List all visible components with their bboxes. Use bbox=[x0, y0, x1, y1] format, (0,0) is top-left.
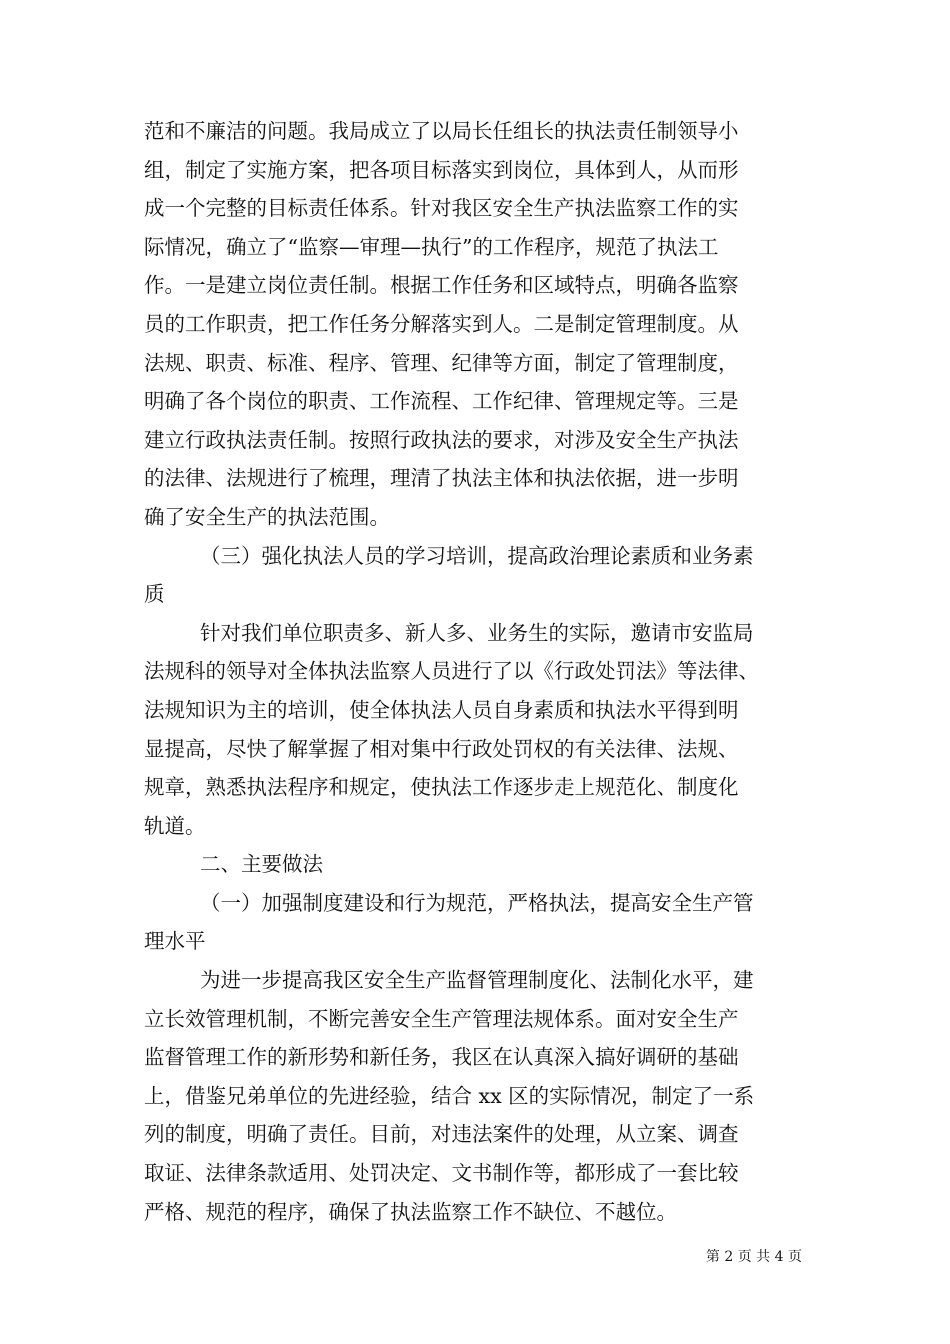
text-line: 范和不廉洁的问题。我局成立了以局长任组长的执法责任制领导小 bbox=[144, 119, 739, 143]
text-line: 质 bbox=[144, 582, 165, 607]
text-line: 确了安全生产的执法范围。 bbox=[144, 504, 390, 529]
text-line: 明确了各个岗位的职责、工作流程、工作纪律、管理规定等。三是 bbox=[144, 389, 739, 414]
text-line: 为进一步提高我区安全生产监督管理制度化、法制化水平，建 bbox=[200, 968, 754, 993]
text-line: 法规知识为主的培训，使全体执法人员自身素质和执法水平得到明 bbox=[144, 697, 739, 722]
text-line: 组，制定了实施方案，把各项目标落实到岗位，具体到人，从而形 bbox=[144, 157, 739, 182]
text-line: 轨道。 bbox=[144, 813, 206, 838]
text-line: 作。一是建立岗位责任制。根据工作任务和区域特点，明确各监察 bbox=[144, 273, 739, 298]
text-line: 上，借鉴兄弟单位的先进经验，结合 xx 区的实际情况，制定了一系 bbox=[144, 1083, 755, 1108]
page-number: 第 2 页 共 4 页 bbox=[705, 1249, 802, 1265]
text-line: 理水平 bbox=[144, 929, 206, 954]
text-line: 严格、规范的程序，确保了执法监察工作不缺位、不越位。 bbox=[144, 1199, 677, 1224]
text-line: 建立行政执法责任制。按照行政执法的要求，对涉及安全生产执法 bbox=[144, 427, 739, 452]
document-body bbox=[144, 112, 824, 1231]
text-line: 规章，熟悉执法程序和规定，使执法工作逐步走上规范化、制度化 bbox=[144, 775, 739, 800]
text-line: （一）加强制度建设和行为规范，严格执法，提高安全生产管 bbox=[200, 890, 754, 915]
text-line: 立长效管理机制，不断完善安全生产管理法规体系。面对安全生产 bbox=[144, 1006, 739, 1031]
text-line: 成一个完整的目标责任体系。针对我区安全生产执法监察工作的实 bbox=[144, 196, 739, 221]
text-line: 监督管理工作的新形势和新任务，我区在认真深入搞好调研的基础 bbox=[144, 1045, 739, 1070]
text-line: （三）强化执法人员的学习培训，提高政治理论素质和业务素 bbox=[200, 543, 754, 568]
text-line: 际情况，确立了“监察—审理—执行”的工作程序，规范了执法工 bbox=[144, 234, 719, 259]
text-line: 取证、法律条款适用、处罚决定、文书制作等，都形成了一套比较 bbox=[144, 1161, 739, 1186]
text-line: 法规科的领导对全体执法监察人员进行了以《行政处罚法》等法律、 bbox=[144, 659, 759, 684]
text-line: 员的工作职责，把工作任务分解落实到人。二是制定管理制度。从 bbox=[144, 311, 739, 336]
text-line: 法规、职责、标准、程序、管理、纪律等方面，制定了管理制度， bbox=[144, 350, 739, 375]
text-line: 二、主要做法 bbox=[200, 852, 323, 877]
text-line: 针对我们单位职责多、新人多、业务生的实际，邀请市安监局 bbox=[200, 620, 754, 645]
text-line: 显提高，尽快了解掌握了相对集中行政处罚权的有关法律、法规、 bbox=[144, 736, 739, 761]
text-line: 列的制度，明确了责任。目前，对违法案件的处理，从立案、调查 bbox=[144, 1122, 739, 1147]
text-line: 的法律、法规进行了梳理，理清了执法主体和执法依据，进一步明 bbox=[144, 466, 739, 491]
